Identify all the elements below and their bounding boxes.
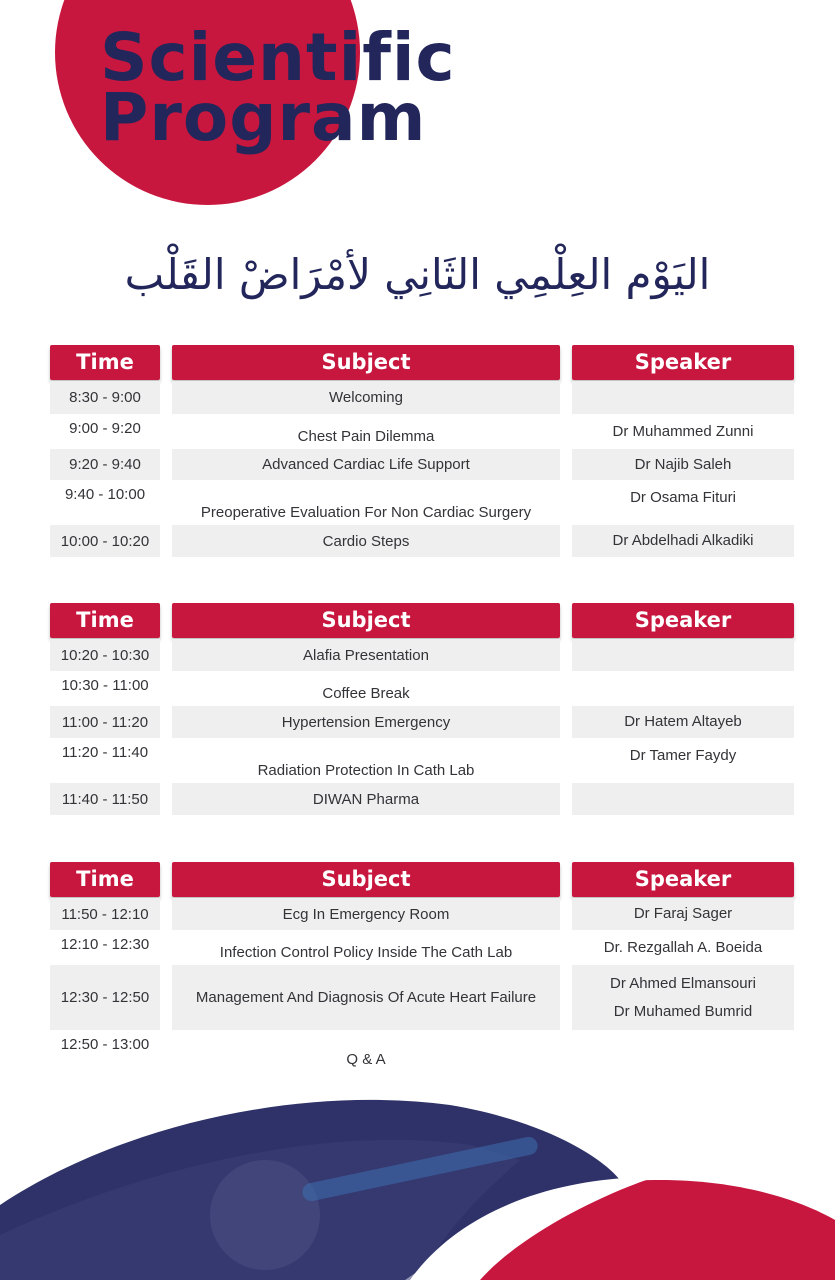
- time-header: Time: [50, 603, 160, 638]
- stethoscope-icon: [210, 1160, 320, 1270]
- time-cell: 11:00 - 11:20: [50, 706, 160, 738]
- speaker-cell: [572, 740, 794, 781]
- subject-cell: Alafia Presentation: [172, 639, 560, 671]
- subject-cell: DIWAN Pharma: [172, 783, 560, 815]
- subject-cell: Hypertension Emergency: [172, 706, 560, 738]
- speaker-cell: [572, 1032, 794, 1070]
- time-cell: 9:00 - 9:20: [69, 420, 141, 437]
- speaker-name: Dr Najib Saleh: [634, 455, 732, 473]
- speaker-cell: [572, 639, 794, 671]
- speaker-name: Dr Abdelhadi Alkadiki: [612, 532, 754, 549]
- subject-cell: Advanced Cardiac Life Support: [172, 449, 560, 480]
- time-cell: 12:50 - 13:00: [60, 1036, 150, 1053]
- speaker-name: Dr. Rezgallah A. Boeida: [603, 939, 763, 956]
- page-title: [100, 19, 456, 156]
- speaker-cell: [572, 381, 794, 414]
- subject-header: Subject: [172, 603, 560, 638]
- speaker-cell: [572, 898, 794, 930]
- decorative-footer-waves: [0, 1085, 835, 1280]
- speaker-header: Speaker: [572, 862, 794, 897]
- time-cell: 9:40 - 10:00: [64, 486, 146, 503]
- speaker-name: Dr Tamer Faydy: [629, 747, 737, 764]
- page-title-line2: Program: [100, 79, 427, 156]
- time-cell: 12:10 - 12:30: [60, 936, 150, 953]
- speaker-cell: [572, 673, 794, 704]
- speaker-cell: [572, 706, 794, 738]
- time-cell: 10:00 - 10:20: [50, 525, 160, 557]
- subject-cell: Infection Control Policy Inside The Cath Lab: [219, 944, 513, 961]
- subject-header: Subject: [172, 862, 560, 897]
- time-cell: 11:20 - 11:40: [61, 744, 149, 761]
- speaker-name: Dr Faraj Sager: [633, 905, 733, 922]
- subject-cell: Cardio Steps: [172, 525, 560, 557]
- speaker-cell: [572, 416, 794, 447]
- speaker-cell: [572, 783, 794, 815]
- time-cell: 11:50 - 12:10: [50, 898, 160, 930]
- speaker-cell: [572, 965, 794, 1030]
- subject-cell: Chest Pain Dilemma: [297, 428, 435, 445]
- subject-header: Subject: [172, 345, 560, 380]
- time-cell: 8:30 - 9:00: [50, 381, 160, 414]
- time-header: Time: [50, 345, 160, 380]
- time-cell: 9:20 - 9:40: [50, 449, 160, 480]
- time-cell: 12:30 - 12:50: [50, 965, 160, 1030]
- speaker-cell: [572, 449, 794, 480]
- speaker-cell: [572, 932, 794, 963]
- speaker-name: Dr Muhammed Zunni: [612, 423, 754, 440]
- speaker-name: Dr Muhamed Bumrid: [613, 1002, 753, 1020]
- subject-cell: Welcoming: [172, 381, 560, 414]
- subject-cell: Preoperative Evaluation For Non Cardiac Surgery: [200, 504, 532, 521]
- subject-cell: Radiation Protection In Cath Lab: [257, 762, 475, 779]
- subject-cell: Q & A: [346, 1051, 386, 1068]
- subject-cell: Ecg In Emergency Room: [172, 898, 560, 930]
- speaker-header: Speaker: [572, 345, 794, 380]
- speaker-name: Dr Hatem Altayeb: [624, 713, 742, 730]
- speaker-name: Dr Ahmed Elmansouri: [610, 974, 756, 992]
- subject-cell: Coffee Break: [322, 685, 410, 702]
- time-cell: 10:30 - 11:00: [61, 677, 149, 694]
- speaker-cell: [572, 482, 794, 523]
- subject-cell: Management And Diagnosis Of Acute Heart Failure: [172, 965, 560, 1030]
- speaker-header: Speaker: [572, 603, 794, 638]
- time-cell: 11:40 - 11:50: [50, 783, 160, 815]
- arabic-event-title: اليَوْم العِلْمِي الثَانِي لأمْرَاضْ القَلْب: [124, 250, 711, 299]
- time-header: Time: [50, 862, 160, 897]
- speaker-name: Dr Osama Fituri: [630, 489, 736, 506]
- time-cell: 10:20 - 10:30: [50, 639, 160, 671]
- page-title-line1: Scientific: [100, 19, 456, 96]
- speaker-cell: [572, 525, 794, 557]
